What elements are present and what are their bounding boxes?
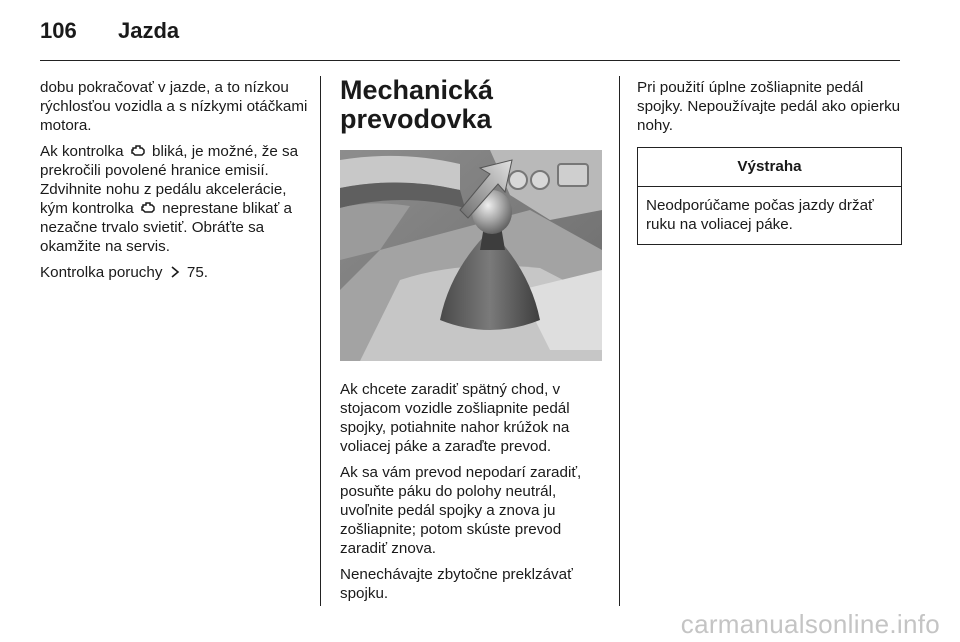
column-2 xyxy=(340,75,605,610)
header-divider xyxy=(40,60,900,61)
paragraph xyxy=(40,263,308,282)
engine-warning-icon xyxy=(130,144,146,158)
paragraph xyxy=(40,142,308,256)
page-number: 106 xyxy=(40,18,77,43)
chapter-heading xyxy=(340,76,605,134)
paragraph: Ak chcete zaradiť spätný chod, v stojacom vozidle zošliapnite pedál spojky, potiahnite nahor krúžok na voliacej páke a zaraďte prevod. xyxy=(340,381,570,455)
section-title: Jazda xyxy=(118,18,180,43)
watermark: carmanualsonline.info xyxy=(680,609,940,639)
gear-lever-illustration xyxy=(340,150,602,361)
page-reference-link[interactable]: 75. xyxy=(186,264,209,281)
paragraph: Ak sa vám prevod nepodarí zaradiť, posuňte páku do polohy neutrál, uvoľnite pedál spojky a znova ju zošliapnite; potom skúste prevod zaradiť znova. xyxy=(340,464,582,557)
paragraph: Pri použití úplne zošliapnite pedál spojky. Nepoužívajte pedál ako opierku nohy. xyxy=(637,79,901,134)
text-span: Ak kontrolka xyxy=(40,143,124,160)
text-span: Kontrolka poruchy xyxy=(40,264,163,281)
warning-text: Neodporúčame počas jazdy držať ruku na voliacej páke. xyxy=(646,197,874,233)
paragraph: dobu pokračovať v jazde, a to nízkou rýchlosťou vozidla a s nízkymi otáčkami motora. xyxy=(40,79,308,134)
text-span: neprestane blikať a nezačne trvalo svietiť. Obráťte sa okamžite na servis. xyxy=(40,200,292,255)
heading-line: Mechanická xyxy=(340,75,494,105)
paragraph: Nenechávajte zbytočne preklzávať spojku. xyxy=(340,566,573,602)
column-1 xyxy=(40,78,308,289)
column-divider-1 xyxy=(320,76,321,606)
text-span: bliká, je možné, že sa prekročili povolené hranice emisií. Zdvihnite nohu z pedálu akcelerácie, kým kontrolka xyxy=(40,143,299,217)
warning-box xyxy=(637,147,902,245)
column-3 xyxy=(637,78,902,245)
warning-title: Výstraha xyxy=(638,148,901,187)
column-divider-2 xyxy=(619,76,620,606)
page-header xyxy=(40,18,179,48)
engine-warning-icon xyxy=(140,201,156,215)
heading-line: prevodovka xyxy=(340,104,492,134)
page-reference-arrow-icon[interactable] xyxy=(170,266,180,278)
